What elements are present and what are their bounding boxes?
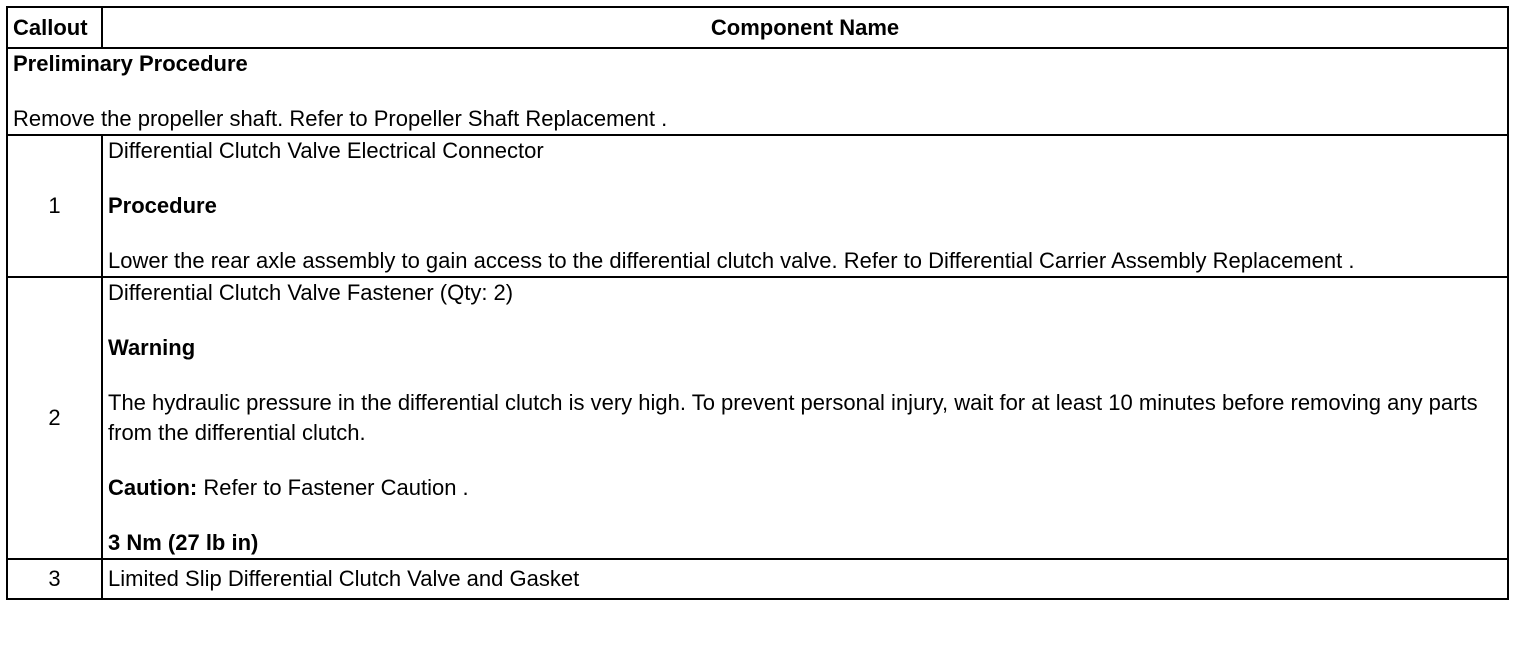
procedure-label: Procedure <box>108 193 217 218</box>
callout-number: 1 <box>7 135 102 277</box>
torque-spec: 3 Nm (27 lb in) <box>108 530 259 555</box>
callout-header: Callout <box>7 7 102 48</box>
table-header-row <box>7 7 1508 48</box>
component-name: Differential Clutch Valve Electrical Connector <box>108 138 544 163</box>
procedure-text: Lower the rear axle assembly to gain access to the differential clutch valve. Refer to Differential Carrier Assembly Replacement . <box>108 248 1355 273</box>
component-name: Differential Clutch Valve Fastener (Qty: 2) <box>108 280 514 305</box>
warning-label: Warning <box>108 335 196 360</box>
callout-number: 2 <box>7 277 102 559</box>
component-cell <box>102 277 1508 559</box>
preliminary-title: Preliminary Procedure <box>13 51 248 76</box>
warning-text: The hydraulic pressure in the differential clutch is very high. To prevent personal injury, wait for at least 10 minutes before removing any parts from the differential clutch. <box>108 390 1478 445</box>
preliminary-cell <box>7 48 1508 135</box>
callout-number: 3 <box>7 559 102 599</box>
component-table <box>6 6 1509 600</box>
component-name: Limited Slip Differential Clutch Valve and Gasket <box>102 559 1508 599</box>
table-row <box>7 559 1508 599</box>
caution-line <box>108 473 1502 503</box>
component-cell <box>102 135 1508 277</box>
caution-text: Refer to Fastener Caution . <box>197 475 469 500</box>
preliminary-row <box>7 48 1508 135</box>
table-row <box>7 277 1508 559</box>
preliminary-text: Remove the propeller shaft. Refer to Propeller Shaft Replacement . <box>13 106 668 131</box>
caution-label: Caution: <box>108 475 198 500</box>
component-name-header: Component Name <box>102 7 1508 48</box>
table-row <box>7 135 1508 277</box>
